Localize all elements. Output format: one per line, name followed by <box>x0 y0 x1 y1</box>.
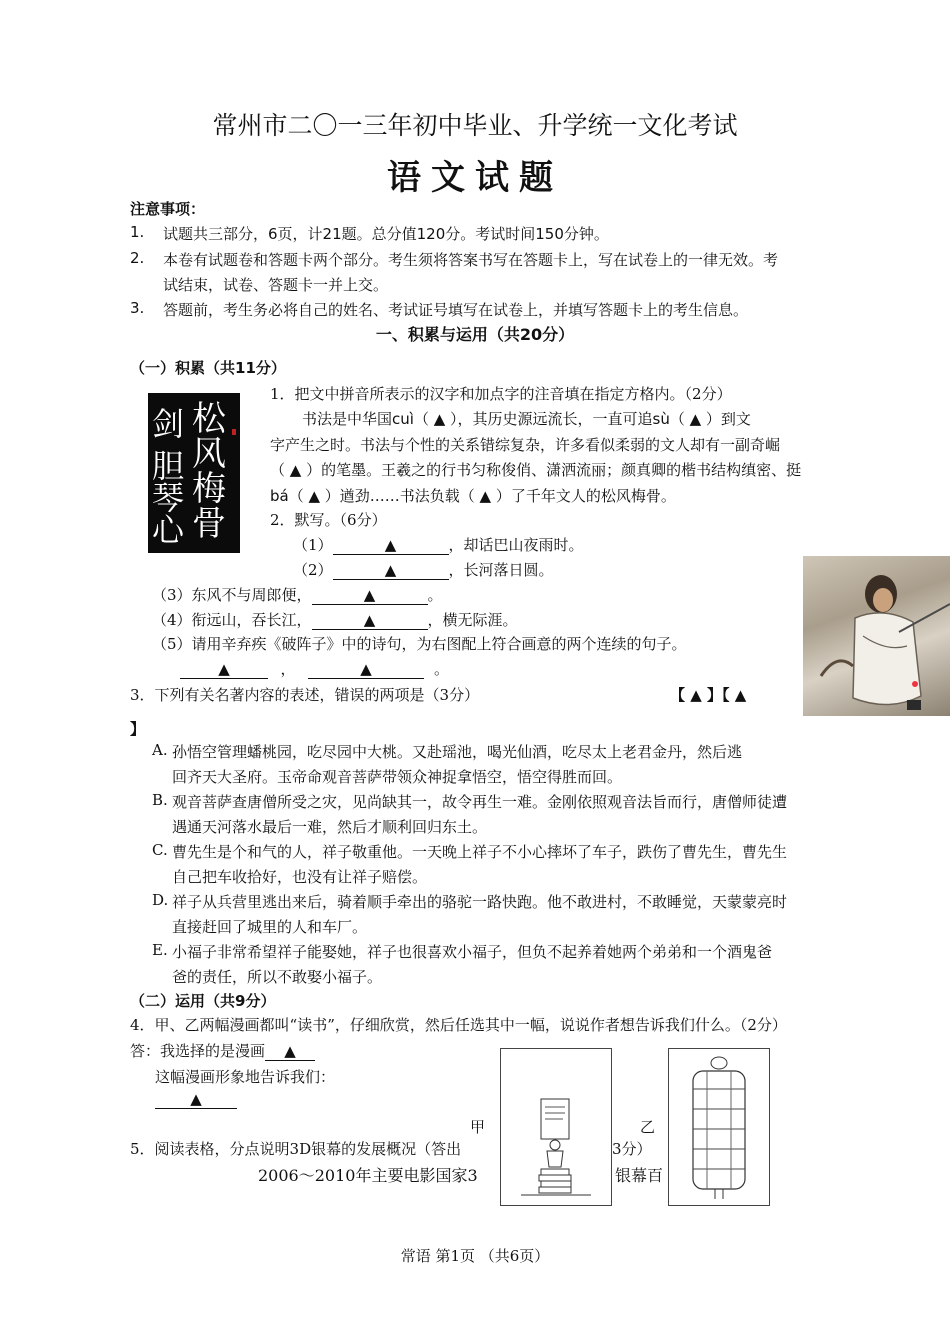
answer-blank[interactable]: ▲ <box>265 1042 315 1061</box>
q5-end: 。 <box>434 660 450 678</box>
q5-stem: 5．阅读表格，分点说明3D银幕的发展概况（答出 <box>130 1140 462 1158</box>
page-footer: 常语 第1页 （共6页） <box>400 1247 550 1265</box>
q2-item-5: （5）请用辛弃疾《破阵子》中的诗句，为右图配上符合画意的两个连续的句子。 <box>152 635 687 653</box>
notice-item-2a: 本卷有试题卷和答题卡两个部分。考生须将答案书写在答题卡上，写在试卷上的一律无效。考 <box>163 251 779 269</box>
notice-num-1: 1. <box>130 223 145 241</box>
comic-jia-label: 甲 <box>470 1118 486 1136</box>
comic-yi-label: 乙 <box>640 1118 656 1136</box>
q1-line4 <box>270 485 676 506</box>
comic-yi <box>668 1048 770 1206</box>
calligraphy-char: 松 <box>192 399 226 439</box>
q3-option-d-label: D. <box>152 891 169 909</box>
notice-item-1: 试题共三部分，6页，计21题。总分值120分。考试时间150分钟。 <box>163 225 609 243</box>
warrior-painting <box>803 556 950 716</box>
q1-l1c: （ ▲ ）到文 <box>669 410 751 428</box>
q1-line2: 字产生之时。书法与个性的关系错综复杂，许多看似柔弱的文人却有一副奇崛 <box>270 436 781 454</box>
calligraphy-char: 胆 <box>152 447 185 485</box>
q3-option-a-2: 回齐天大圣府。玉帝命观音菩萨带领众神捉拿悟空，悟空得胜而回。 <box>172 768 623 786</box>
part1-heading: 一、积累与运用（共20分） <box>375 325 575 344</box>
answer-blank[interactable]: ▲ <box>333 561 449 580</box>
q2-item-1 <box>293 534 584 555</box>
q2-item-5-answer <box>180 658 449 679</box>
subject-title: 语文试题 <box>387 158 563 198</box>
q1-l1b: （ ▲ ），其历史源远流长，一直可追 <box>413 410 653 428</box>
q1-l4a: （ ▲ ）遒劲……书法负载（ ▲ ）了千年文人的松风梅骨。 <box>288 487 676 505</box>
calligraphy-image <box>148 393 240 553</box>
calligraphy-char: 琴 <box>152 479 185 517</box>
calligraphy-char: 心 <box>152 511 185 549</box>
notice-num-2: 2. <box>130 249 145 267</box>
q3-option-e-2: 爸的责任，所以不敢娶小福子。 <box>172 968 383 986</box>
answer-blank[interactable]: ▲ <box>312 586 428 605</box>
q4-line2: 这幅漫画形象地告诉我们： <box>155 1068 336 1086</box>
calligraphy-char: 剑 <box>152 405 185 443</box>
warrior-figure <box>803 556 950 716</box>
pinyin-cui: cuì <box>392 410 414 428</box>
q3-stem: 3．下列有关名著内容的表述，错误的两项是（3分） <box>130 686 480 704</box>
q2-num: （2） <box>293 561 333 579</box>
comic-jia-drawing <box>501 1049 611 1205</box>
q2-item-4 <box>152 609 518 630</box>
q3-option-e-1: 小福子非常希望祥子能娶她，祥子也很喜欢小福子，但负不起养着她两个弟弟和一个酒鬼爸 <box>172 943 773 961</box>
q2-num: （4）衔远山，吞长江， <box>152 611 312 629</box>
q3-option-c-1: 曹先生是个和气的人，祥子敬重他。一天晚上祥子不小心摔坏了车子，跌伤了曹先生，曹先生 <box>172 843 788 861</box>
notice-item-2b: 试结束，试卷、答题卡一并上交。 <box>163 276 389 294</box>
q1-line1 <box>302 408 751 429</box>
q2-text: ，横无际涯。 <box>427 611 518 629</box>
q2-text: ，却话巴山夜雨时。 <box>448 536 584 554</box>
q3-option-b-1: 观音菩萨查唐僧所受之灾，见尚缺其一，故令再生一难。金刚依照观音法旨而行，唐僧师徒遭 <box>172 793 788 811</box>
answer-blank[interactable]: ▲ <box>155 1090 237 1109</box>
comic-yi-drawing <box>669 1049 769 1205</box>
answer-blank[interactable]: ▲ <box>312 611 428 630</box>
section-application: （二）运用（共9分） <box>130 992 276 1010</box>
q2-text: ，长河落日圆。 <box>448 561 554 579</box>
q3-option-a-1: 孙悟空管理蟠桃园，吃尽园中大桃。又赴瑶池，喝光仙酒，吃尽太上老君金丹，然后逃 <box>172 743 743 761</box>
q1-line3: （ ▲ ）的笔墨。王羲之的行书匀称俊俏、潇洒流丽；颜真卿的楷书结构缜密、挺 <box>270 461 802 479</box>
q2-stem: 2．默写。（6分） <box>270 511 387 529</box>
q4-stem: 4．甲、乙两幅漫画都叫“读书”，仔细欣赏，然后任选其中一幅，说说作者想告诉我们什么。（2分） <box>130 1016 787 1034</box>
q2-text: 。 <box>427 586 443 604</box>
q3-answer-brackets[interactable]: 【 ▲ 】【 ▲ <box>670 686 747 704</box>
q3-option-b-2: 遇通天河落水最后一难，然后才顺利回归东土。 <box>172 818 488 836</box>
q5-stem-tail: 3分） <box>612 1140 652 1158</box>
notice-num-3: 3. <box>130 299 145 317</box>
q3-option-c-2: 自己把车收拾好，也没有让祥子赔偿。 <box>172 868 428 886</box>
seal-stamp <box>232 429 236 435</box>
q5-table-title-left: 2006～2010年主要电影国家3 <box>258 1166 478 1185</box>
pinyin-ba: bá <box>270 487 289 505</box>
q3-option-a-label: A. <box>152 741 168 759</box>
q1-stem: 1．把文中拼音所表示的汉字和加点字的注音填在指定方格内。（2分） <box>270 385 732 403</box>
answer-blank[interactable]: ▲ <box>333 536 449 555</box>
q2-item-3 <box>152 584 443 605</box>
section-accumulation: （一）积累（共11分） <box>130 359 286 377</box>
answer-blank[interactable]: ▲ <box>308 660 424 679</box>
comic-jia <box>500 1048 612 1206</box>
q3-option-d-2: 直接赶回了城里的人和车厂。 <box>172 918 368 936</box>
calligraphy-char: 风 <box>192 434 226 474</box>
pinyin-su: sù <box>652 410 670 428</box>
q3-option-e-label: E. <box>152 941 168 959</box>
calligraphy-char: 梅 <box>192 469 226 509</box>
q4-answer-label: 答：我选择的是漫画 <box>130 1042 266 1060</box>
q4-answer-blank-2 <box>155 1090 237 1109</box>
q3-answer-close: 】 <box>130 720 146 738</box>
exam-title: 常州市二〇一三年初中毕业、升学统一文化考试 <box>212 111 738 140</box>
q2-item-2 <box>293 559 554 580</box>
q3-option-c-label: C. <box>152 841 168 859</box>
q5-sep: ， <box>280 660 296 678</box>
q2-num: （3）东风不与周郎便， <box>152 586 312 604</box>
q4-answer-line <box>130 1040 315 1061</box>
notice-item-3: 答题前，考生务必将自己的姓名、考试证号填写在试卷上，并填写答题卡上的考生信息。 <box>163 301 749 319</box>
q3-option-d-1: 祥子从兵营里逃出来后，骑着顺手牵出的骆驼一路快跑。他不敢进村，不敢睡觉，天蒙蒙亮时 <box>172 893 788 911</box>
answer-blank[interactable]: ▲ <box>180 660 268 679</box>
calligraphy-char: 骨 <box>192 504 226 544</box>
q3-option-b-label: B. <box>152 791 168 809</box>
q2-num: （1） <box>293 536 333 554</box>
q5-table-title-right: 银幕百 <box>615 1166 664 1185</box>
q1-l1a: 书法是中华国 <box>302 410 393 428</box>
notice-heading: 注意事项： <box>130 200 206 218</box>
